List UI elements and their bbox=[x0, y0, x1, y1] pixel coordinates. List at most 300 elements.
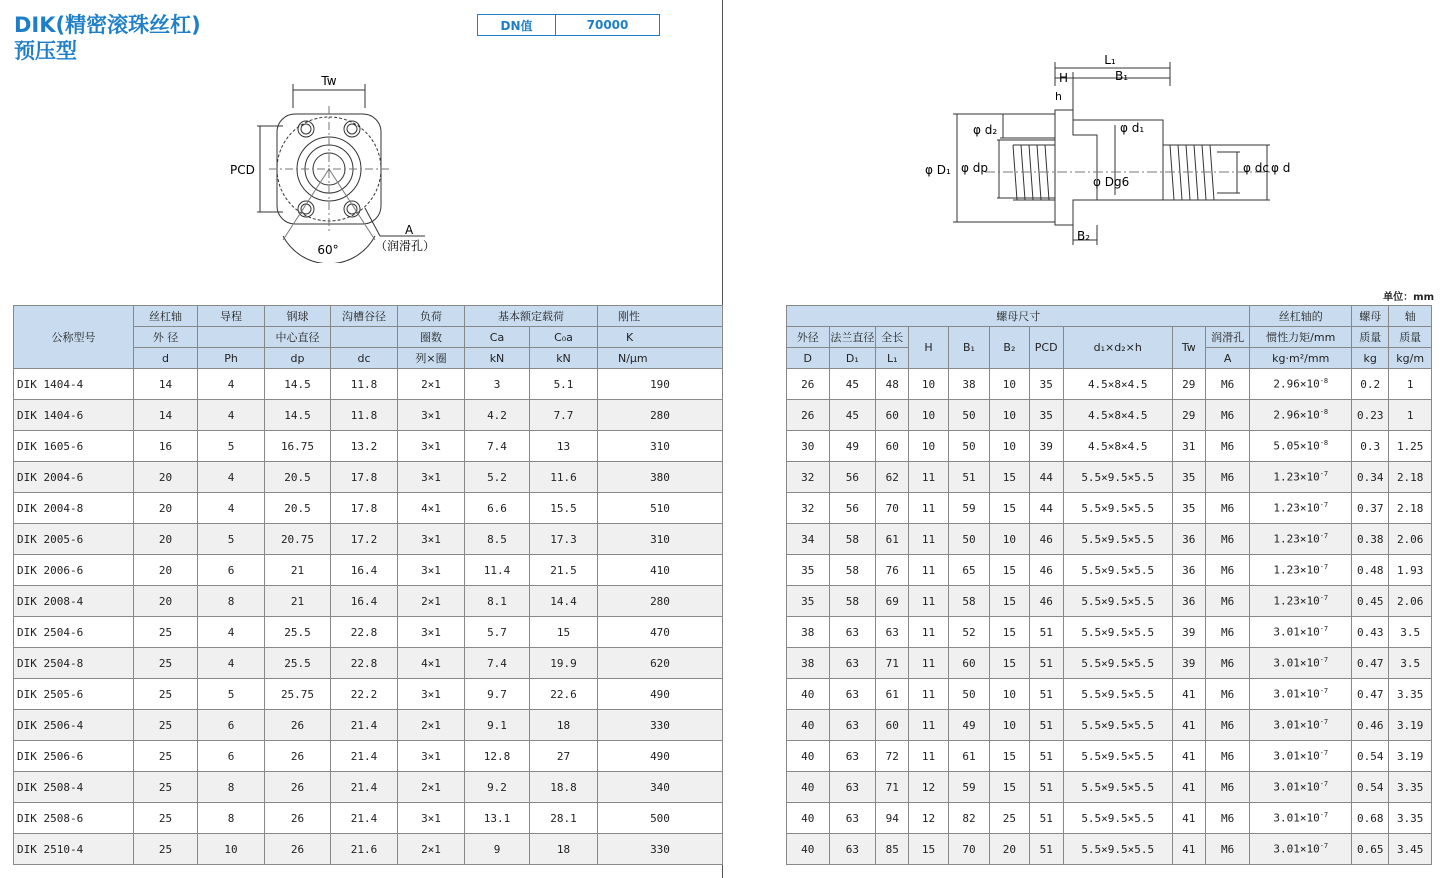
table-row bbox=[14, 710, 723, 741]
cell-k: 190 bbox=[598, 369, 723, 400]
cell-L1: 70 bbox=[876, 493, 909, 524]
cell-tw: 41 bbox=[1172, 710, 1205, 741]
cell-ph: 6 bbox=[198, 710, 265, 741]
dc-label: φ dc bbox=[1243, 161, 1269, 175]
cell-bolt: 5.5×9.5×5.5 bbox=[1063, 710, 1172, 741]
inertia-exponent: -7 bbox=[1319, 563, 1329, 572]
inertia-exponent: -7 bbox=[1319, 718, 1329, 727]
cell-pcd: 39 bbox=[1029, 431, 1063, 462]
cell-a: M6 bbox=[1205, 679, 1250, 710]
hdr-coa-2: kN bbox=[530, 348, 598, 369]
cell-dc: 16.4 bbox=[331, 586, 398, 617]
cell-D1: 45 bbox=[829, 369, 876, 400]
cell-L1: 61 bbox=[876, 524, 909, 555]
cell-c: 3×1 bbox=[398, 679, 465, 710]
cell-dp: 26 bbox=[265, 834, 331, 865]
cell-ph: 5 bbox=[198, 524, 265, 555]
cell-dp: 25.5 bbox=[265, 617, 331, 648]
cell-D1: 45 bbox=[829, 400, 876, 431]
cell-im bbox=[1250, 431, 1352, 462]
inertia-mantissa: 3.01×10 bbox=[1273, 718, 1320, 732]
hdr-nutmass-3: kg bbox=[1352, 348, 1389, 369]
cell-coa: 18.8 bbox=[530, 772, 598, 803]
cell-tw: 29 bbox=[1172, 400, 1205, 431]
cell-bolt: 5.5×9.5×5.5 bbox=[1063, 772, 1172, 803]
d2-label: φ d₂ bbox=[973, 123, 998, 137]
cell-k: 490 bbox=[598, 741, 723, 772]
inertia-mantissa: 3.01×10 bbox=[1273, 780, 1320, 794]
cell-pcd: 51 bbox=[1029, 803, 1063, 834]
cell-c: 2×1 bbox=[398, 710, 465, 741]
cell-im bbox=[1250, 648, 1352, 679]
hdr-load: 基本额定载荷 bbox=[465, 306, 598, 327]
cell-B2: 15 bbox=[990, 617, 1029, 648]
cell-pcd: 46 bbox=[1029, 524, 1063, 555]
cell-a: M6 bbox=[1205, 462, 1250, 493]
dn-value-box bbox=[477, 14, 660, 36]
table-row bbox=[787, 493, 1432, 524]
l1-label: L₁ bbox=[1104, 53, 1116, 67]
hdr-Tw: Tw bbox=[1172, 327, 1205, 369]
hdr-inertia-1: 丝杠轴的 bbox=[1250, 306, 1352, 327]
cell-ca: 5.7 bbox=[465, 617, 530, 648]
cell-d: 25 bbox=[134, 617, 198, 648]
cell-B2: 15 bbox=[990, 648, 1029, 679]
cell-d: 14 bbox=[134, 400, 198, 431]
cell-sm: 3.19 bbox=[1389, 710, 1432, 741]
cell-tw: 35 bbox=[1172, 493, 1205, 524]
cell-m: DIK 2505-6 bbox=[14, 679, 134, 710]
cell-D: 40 bbox=[787, 710, 830, 741]
cell-B1: 59 bbox=[948, 493, 989, 524]
cell-B1: 51 bbox=[948, 462, 989, 493]
inertia-exponent: -8 bbox=[1319, 377, 1329, 386]
cell-tw: 41 bbox=[1172, 741, 1205, 772]
cell-D: 40 bbox=[787, 741, 830, 772]
cell-sm: 2.06 bbox=[1389, 524, 1432, 555]
inertia-exponent: -7 bbox=[1319, 656, 1329, 665]
hdr-A-2: A bbox=[1205, 348, 1250, 369]
cell-B1: 49 bbox=[948, 710, 989, 741]
cell-coa: 14.4 bbox=[530, 586, 598, 617]
hdr-A-1: 润滑孔 bbox=[1205, 327, 1250, 348]
hdr-shaftmass-1: 轴 bbox=[1389, 306, 1432, 327]
cell-dp: 26 bbox=[265, 741, 331, 772]
cell-sm: 1.25 bbox=[1389, 431, 1432, 462]
cell-m: DIK 2504-8 bbox=[14, 648, 134, 679]
cell-m: DIK 1404-4 bbox=[14, 369, 134, 400]
cell-D: 34 bbox=[787, 524, 830, 555]
D1-label: φ D₁ bbox=[925, 163, 951, 177]
cell-ca: 8.5 bbox=[465, 524, 530, 555]
cell-B2: 15 bbox=[990, 555, 1029, 586]
cell-m: DIK 2004-8 bbox=[14, 493, 134, 524]
cell-k: 470 bbox=[598, 617, 723, 648]
hdr-D-1: 外径 bbox=[787, 327, 830, 348]
cell-ph: 4 bbox=[198, 462, 265, 493]
cell-B2: 10 bbox=[990, 710, 1029, 741]
table-row bbox=[787, 679, 1432, 710]
cell-dp: 26 bbox=[265, 710, 331, 741]
hh-label: h bbox=[1055, 90, 1062, 103]
d-label: φ d bbox=[1271, 161, 1291, 175]
cell-m: DIK 2510-4 bbox=[14, 834, 134, 865]
cell-pcd: 51 bbox=[1029, 617, 1063, 648]
cell-H: 11 bbox=[909, 555, 948, 586]
cell-bolt: 5.5×9.5×5.5 bbox=[1063, 679, 1172, 710]
inertia-mantissa: 5.05×10 bbox=[1273, 439, 1320, 453]
cell-H: 10 bbox=[909, 369, 948, 400]
cell-ph: 10 bbox=[198, 834, 265, 865]
cell-sm: 3.45 bbox=[1389, 834, 1432, 865]
cell-nm: 0.65 bbox=[1352, 834, 1389, 865]
table-row bbox=[14, 772, 723, 803]
table-row bbox=[14, 617, 723, 648]
cell-dc: 21.4 bbox=[331, 741, 398, 772]
cell-nm: 0.54 bbox=[1352, 772, 1389, 803]
cell-nm: 0.68 bbox=[1352, 803, 1389, 834]
cell-B1: 50 bbox=[948, 524, 989, 555]
hdr-stiff-3: N/μm bbox=[598, 348, 723, 369]
cell-L1: 61 bbox=[876, 679, 909, 710]
tw-label: Tw bbox=[321, 74, 337, 88]
cell-H: 10 bbox=[909, 400, 948, 431]
cell-sm: 3.35 bbox=[1389, 679, 1432, 710]
hdr-root-3: dc bbox=[331, 348, 398, 369]
cell-L1: 94 bbox=[876, 803, 909, 834]
cell-m: DIK 2506-4 bbox=[14, 710, 134, 741]
cell-dp: 21 bbox=[265, 586, 331, 617]
cell-ca: 4.2 bbox=[465, 400, 530, 431]
cell-L1: 62 bbox=[876, 462, 909, 493]
cell-B1: 38 bbox=[948, 369, 989, 400]
cell-a: M6 bbox=[1205, 803, 1250, 834]
cell-c: 3×1 bbox=[398, 462, 465, 493]
cell-d: 25 bbox=[134, 803, 198, 834]
flange-front-view-drawing bbox=[225, 68, 465, 263]
cell-B1: 50 bbox=[948, 679, 989, 710]
cell-im bbox=[1250, 741, 1352, 772]
cell-ph: 8 bbox=[198, 803, 265, 834]
cell-a: M6 bbox=[1205, 431, 1250, 462]
cell-coa: 15.5 bbox=[530, 493, 598, 524]
cell-ph: 5 bbox=[198, 431, 265, 462]
cell-D1: 63 bbox=[829, 834, 876, 865]
hdr-bolt: d₁×d₂×h bbox=[1063, 327, 1172, 369]
cell-d: 20 bbox=[134, 493, 198, 524]
cell-pcd: 46 bbox=[1029, 586, 1063, 617]
cell-dp: 14.5 bbox=[265, 400, 331, 431]
cell-m: DIK 2508-4 bbox=[14, 772, 134, 803]
cell-D: 32 bbox=[787, 462, 830, 493]
cell-im bbox=[1250, 400, 1352, 431]
cell-a: M6 bbox=[1205, 400, 1250, 431]
cell-c: 3×1 bbox=[398, 617, 465, 648]
cell-dc: 16.4 bbox=[331, 555, 398, 586]
dg6-label: φ Dg6 bbox=[1093, 175, 1130, 189]
cell-ph: 4 bbox=[198, 369, 265, 400]
inertia-exponent: -7 bbox=[1319, 470, 1329, 479]
cell-ca: 7.4 bbox=[465, 431, 530, 462]
cell-D1: 63 bbox=[829, 617, 876, 648]
inertia-mantissa: 3.01×10 bbox=[1273, 842, 1320, 856]
cell-H: 12 bbox=[909, 803, 948, 834]
hdr-H: H bbox=[909, 327, 948, 369]
pcd-label: PCD bbox=[230, 163, 255, 177]
cell-a: M6 bbox=[1205, 710, 1250, 741]
cell-tw: 36 bbox=[1172, 555, 1205, 586]
cell-tw: 41 bbox=[1172, 772, 1205, 803]
cell-im bbox=[1250, 586, 1352, 617]
table-row bbox=[787, 834, 1432, 865]
table-row bbox=[787, 617, 1432, 648]
cell-coa: 28.1 bbox=[530, 803, 598, 834]
cell-D: 35 bbox=[787, 586, 830, 617]
cell-D: 32 bbox=[787, 493, 830, 524]
cell-ca: 3 bbox=[465, 369, 530, 400]
cell-B2: 15 bbox=[990, 586, 1029, 617]
cell-dp: 20.75 bbox=[265, 524, 331, 555]
cell-ca: 6.6 bbox=[465, 493, 530, 524]
hdr-coa-1: C₀a bbox=[530, 327, 598, 348]
table-row bbox=[787, 369, 1432, 400]
table-row bbox=[14, 431, 723, 462]
cell-m: DIK 2506-6 bbox=[14, 741, 134, 772]
cell-coa: 15 bbox=[530, 617, 598, 648]
cell-bolt: 5.5×9.5×5.5 bbox=[1063, 741, 1172, 772]
cell-H: 11 bbox=[909, 524, 948, 555]
cell-dc: 21.4 bbox=[331, 710, 398, 741]
inertia-exponent: -8 bbox=[1319, 408, 1329, 417]
cell-L1: 71 bbox=[876, 648, 909, 679]
inertia-mantissa: 1.23×10 bbox=[1273, 563, 1320, 577]
angle-label: 60° bbox=[317, 243, 339, 257]
cell-B2: 10 bbox=[990, 431, 1029, 462]
cell-tw: 41 bbox=[1172, 834, 1205, 865]
cell-D1: 63 bbox=[829, 710, 876, 741]
cell-B2: 25 bbox=[990, 803, 1029, 834]
inertia-mantissa: 1.23×10 bbox=[1273, 501, 1320, 515]
cell-bolt: 4.5×8×4.5 bbox=[1063, 369, 1172, 400]
hdr-shaft-od-3: d bbox=[134, 348, 198, 369]
cell-d: 25 bbox=[134, 648, 198, 679]
hdr-nutmass-1: 螺母 bbox=[1352, 306, 1389, 327]
hdr-L1-1: 全长 bbox=[876, 327, 909, 348]
cell-D1: 58 bbox=[829, 586, 876, 617]
cell-m: DIK 2005-6 bbox=[14, 524, 134, 555]
cell-L1: 60 bbox=[876, 400, 909, 431]
table-row bbox=[14, 462, 723, 493]
cell-sm: 3.19 bbox=[1389, 741, 1432, 772]
cell-m: DIK 2006-6 bbox=[14, 555, 134, 586]
cell-B1: 70 bbox=[948, 834, 989, 865]
cell-nm: 0.3 bbox=[1352, 431, 1389, 462]
table-row bbox=[14, 803, 723, 834]
cell-B1: 82 bbox=[948, 803, 989, 834]
cell-k: 310 bbox=[598, 431, 723, 462]
cell-ph: 4 bbox=[198, 400, 265, 431]
cell-B2: 20 bbox=[990, 834, 1029, 865]
cell-sm: 3.35 bbox=[1389, 803, 1432, 834]
cell-c: 2×1 bbox=[398, 369, 465, 400]
cell-D: 40 bbox=[787, 803, 830, 834]
cell-L1: 60 bbox=[876, 710, 909, 741]
cell-H: 11 bbox=[909, 648, 948, 679]
cell-ca: 7.4 bbox=[465, 648, 530, 679]
cell-L1: 69 bbox=[876, 586, 909, 617]
cell-nm: 0.47 bbox=[1352, 679, 1389, 710]
cell-k: 330 bbox=[598, 710, 723, 741]
cell-d: 25 bbox=[134, 772, 198, 803]
cell-ph: 6 bbox=[198, 741, 265, 772]
cell-a: M6 bbox=[1205, 586, 1250, 617]
cell-coa: 5.1 bbox=[530, 369, 598, 400]
cell-im bbox=[1250, 369, 1352, 400]
cell-D1: 58 bbox=[829, 555, 876, 586]
hdr-stiff-1: 刚性 bbox=[598, 306, 723, 327]
cell-D: 40 bbox=[787, 772, 830, 803]
cell-a: M6 bbox=[1205, 617, 1250, 648]
h-label: H bbox=[1059, 71, 1069, 85]
cell-pcd: 46 bbox=[1029, 555, 1063, 586]
cell-D: 26 bbox=[787, 400, 830, 431]
cell-H: 11 bbox=[909, 741, 948, 772]
cell-H: 10 bbox=[909, 431, 948, 462]
cell-dp: 16.75 bbox=[265, 431, 331, 462]
cell-L1: 76 bbox=[876, 555, 909, 586]
inertia-mantissa: 2.96×10 bbox=[1273, 408, 1320, 422]
cell-dp: 20.5 bbox=[265, 493, 331, 524]
hdr-inertia-2: 惯性力矩/mm bbox=[1250, 327, 1352, 348]
cell-a: M6 bbox=[1205, 524, 1250, 555]
d1-label: φ d₁ bbox=[1120, 121, 1145, 135]
inertia-mantissa: 1.23×10 bbox=[1273, 594, 1320, 608]
cell-coa: 18 bbox=[530, 710, 598, 741]
table-row bbox=[787, 741, 1432, 772]
hdr-D-2: D bbox=[787, 348, 830, 369]
unit-label: 单位：mm bbox=[1383, 292, 1434, 303]
hdr-lead-3: Ph bbox=[198, 348, 265, 369]
cell-nm: 0.45 bbox=[1352, 586, 1389, 617]
dn-value: 70000 bbox=[586, 18, 629, 32]
cell-k: 500 bbox=[598, 803, 723, 834]
cell-dp: 20.5 bbox=[265, 462, 331, 493]
table-row bbox=[787, 772, 1432, 803]
inertia-exponent: -7 bbox=[1319, 749, 1329, 758]
cell-L1: 48 bbox=[876, 369, 909, 400]
cell-dc: 11.8 bbox=[331, 369, 398, 400]
cell-dc: 17.8 bbox=[331, 462, 398, 493]
inertia-mantissa: 1.23×10 bbox=[1273, 470, 1320, 484]
inertia-mantissa: 3.01×10 bbox=[1273, 811, 1320, 825]
cell-bolt: 5.5×9.5×5.5 bbox=[1063, 555, 1172, 586]
cell-ph: 4 bbox=[198, 493, 265, 524]
cell-d: 14 bbox=[134, 369, 198, 400]
cell-H: 11 bbox=[909, 493, 948, 524]
cell-B1: 59 bbox=[948, 772, 989, 803]
cell-H: 11 bbox=[909, 617, 948, 648]
inertia-exponent: -7 bbox=[1319, 687, 1329, 696]
cell-nm: 0.47 bbox=[1352, 648, 1389, 679]
table-row bbox=[787, 400, 1432, 431]
table-row bbox=[787, 524, 1432, 555]
table-row bbox=[14, 524, 723, 555]
cell-L1: 85 bbox=[876, 834, 909, 865]
cell-sm: 2.06 bbox=[1389, 586, 1432, 617]
hdr-lead-2 bbox=[198, 327, 265, 348]
hdr-circuits-2: 圈数 bbox=[398, 327, 465, 348]
cell-L1: 72 bbox=[876, 741, 909, 772]
table-row bbox=[14, 555, 723, 586]
cell-tw: 31 bbox=[1172, 431, 1205, 462]
inertia-mantissa: 3.01×10 bbox=[1273, 625, 1320, 639]
cell-dp: 25.75 bbox=[265, 679, 331, 710]
table-row bbox=[14, 679, 723, 710]
cell-d: 16 bbox=[134, 431, 198, 462]
cell-d: 25 bbox=[134, 679, 198, 710]
hdr-model: 公称型号 bbox=[14, 306, 134, 369]
cell-im bbox=[1250, 493, 1352, 524]
cell-bolt: 5.5×9.5×5.5 bbox=[1063, 493, 1172, 524]
cell-D: 40 bbox=[787, 834, 830, 865]
hdr-root-2 bbox=[331, 327, 398, 348]
cell-H: 15 bbox=[909, 834, 948, 865]
cell-im bbox=[1250, 617, 1352, 648]
cell-dp: 14.5 bbox=[265, 369, 331, 400]
cell-pcd: 51 bbox=[1029, 834, 1063, 865]
dn-label: DN值 bbox=[478, 15, 556, 35]
dp-label: φ dp bbox=[961, 161, 988, 175]
table-row bbox=[787, 648, 1432, 679]
cell-ca: 11.4 bbox=[465, 555, 530, 586]
cell-im bbox=[1250, 834, 1352, 865]
cell-a: M6 bbox=[1205, 834, 1250, 865]
cell-ca: 9.7 bbox=[465, 679, 530, 710]
cell-B1: 61 bbox=[948, 741, 989, 772]
cell-c: 3×1 bbox=[398, 555, 465, 586]
cell-sm: 1 bbox=[1389, 369, 1432, 400]
hdr-circuits-3: 列×圈 bbox=[398, 348, 465, 369]
cell-dc: 22.2 bbox=[331, 679, 398, 710]
cell-pcd: 44 bbox=[1029, 493, 1063, 524]
cell-d: 25 bbox=[134, 834, 198, 865]
cell-coa: 13 bbox=[530, 431, 598, 462]
cell-D1: 56 bbox=[829, 493, 876, 524]
cell-B1: 60 bbox=[948, 648, 989, 679]
table-row bbox=[14, 586, 723, 617]
table-row bbox=[14, 369, 723, 400]
cell-B2: 15 bbox=[990, 493, 1029, 524]
cell-sm: 1 bbox=[1389, 400, 1432, 431]
cell-B2: 15 bbox=[990, 462, 1029, 493]
cell-k: 280 bbox=[598, 586, 723, 617]
cell-c: 4×1 bbox=[398, 648, 465, 679]
inertia-mantissa: 3.01×10 bbox=[1273, 656, 1320, 670]
cell-H: 11 bbox=[909, 710, 948, 741]
inertia-exponent: -7 bbox=[1319, 780, 1329, 789]
cell-ca: 8.1 bbox=[465, 586, 530, 617]
cell-dc: 17.2 bbox=[331, 524, 398, 555]
hdr-shaft-od-2: 外 径 bbox=[134, 327, 198, 348]
cell-ca: 12.8 bbox=[465, 741, 530, 772]
cell-m: DIK 2004-6 bbox=[14, 462, 134, 493]
inertia-mantissa: 2.96×10 bbox=[1273, 377, 1320, 391]
cell-bolt: 5.5×9.5×5.5 bbox=[1063, 648, 1172, 679]
hdr-shaftmass-2: 质量 bbox=[1389, 327, 1432, 348]
cell-coa: 21.5 bbox=[530, 555, 598, 586]
cell-m: DIK 1404-6 bbox=[14, 400, 134, 431]
cell-c: 2×1 bbox=[398, 586, 465, 617]
